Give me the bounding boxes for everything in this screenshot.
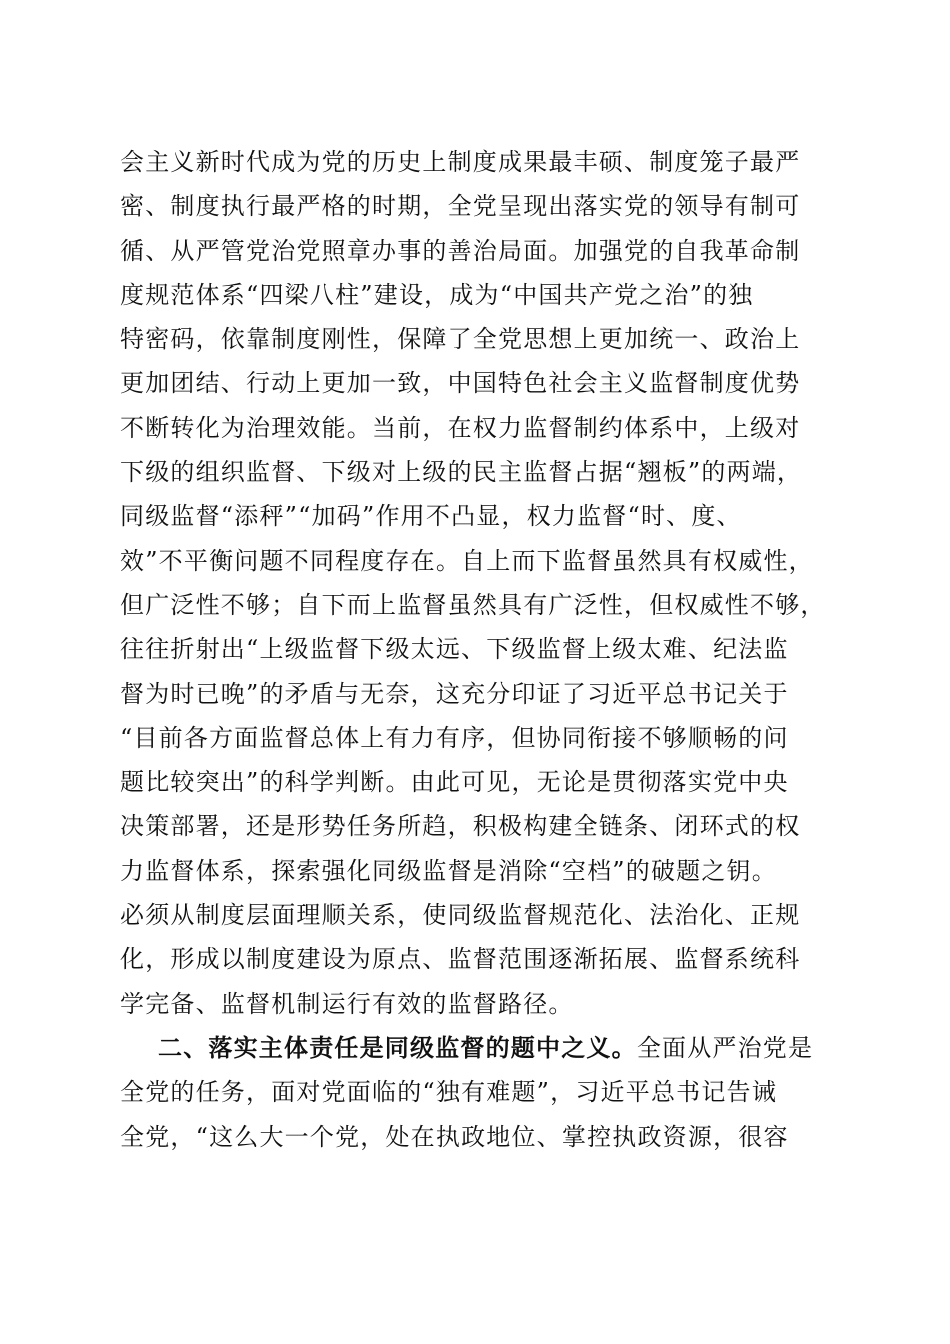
text-line: 下级的组织监督、下级对上级的民主监督占据“翘板”的两端， (120, 458, 803, 487)
text-line: 密、制度执行最严格的时期，全党呈现出落实党的领导有制可 (120, 192, 801, 221)
text-line: 会主义新时代成为党的历史上制度成果最丰硕、制度笼子最严 (120, 148, 801, 176)
paragraph-2-first-line (120, 1026, 836, 1070)
text-line: 化，形成以制度建设为原点、监督范围逐渐拓展、监督系统科 (120, 945, 801, 974)
text-line: 往往折射出“上级监督下级太远、下级监督上级太难、纪法监 (120, 635, 789, 664)
text-line: 决策部署，还是形势任务所趋，积极构建全链条、闭环式的权 (120, 812, 801, 841)
text-line: “目前各方面监督总体上有力有序，但协同衔接不够顺畅的问 (120, 723, 789, 752)
text-line: 督为时已晚”的矛盾与无奈，这充分印证了习近平总书记关于 (120, 679, 789, 708)
text-line: 度规范体系“四梁八柱”建设，成为“中国共产党之治”的独 (120, 280, 754, 309)
text-line: 循、从严管党治党照章办事的善治局面。加强党的自我革命制 (120, 236, 801, 265)
text-line: 全党，“这么大一个党，处在执政地位、掌控执政资源，很容 (120, 1122, 789, 1151)
text-line: 效”不平衡问题不同程度存在。自上而下监督虽然具有权威性， (120, 546, 814, 575)
text-line: 题比较突出”的科学判断。由此可见，无论是贯彻落实党中央 (120, 768, 789, 797)
text-line: 不断转化为治理效能。当前，在权力监督制约体系中，上级对 (120, 413, 801, 442)
text-line: 但广泛性不够；自下而上监督虽然具有广泛性，但权威性不够， (120, 590, 826, 619)
text-line: 必须从制度层面理顺关系，使同级监督规范化、法治化、正规 (120, 901, 801, 930)
text-line: 特密码，依靠制度刚性，保障了全党思想上更加统一、政治上 (120, 325, 801, 354)
text-line: 更加团结、行动上更加一致，中国特色社会主义监督制度优势 (120, 369, 801, 398)
paragraph-2 (120, 1026, 836, 1159)
paragraph-1 (120, 140, 836, 1026)
text-line: 学完备、监督机制运行有效的监督路径。 (120, 989, 574, 1018)
text-line: 力监督体系，探索强化同级监督是消除“空档”的破题之钥。 (120, 856, 777, 885)
section-heading: 二、落实主体责任是同级监督的题中之义。 (158, 1033, 637, 1062)
text-line: 全党的任务，面对党面临的“独有难题”，习近平总书记告诫 (120, 1078, 777, 1107)
heading-continuation: 全面从严治党是 (636, 1033, 814, 1062)
text-line: 同级监督“添秤”“加码”作用不凸显，权力监督“时、度、 (120, 502, 742, 531)
body-text (120, 140, 836, 1159)
